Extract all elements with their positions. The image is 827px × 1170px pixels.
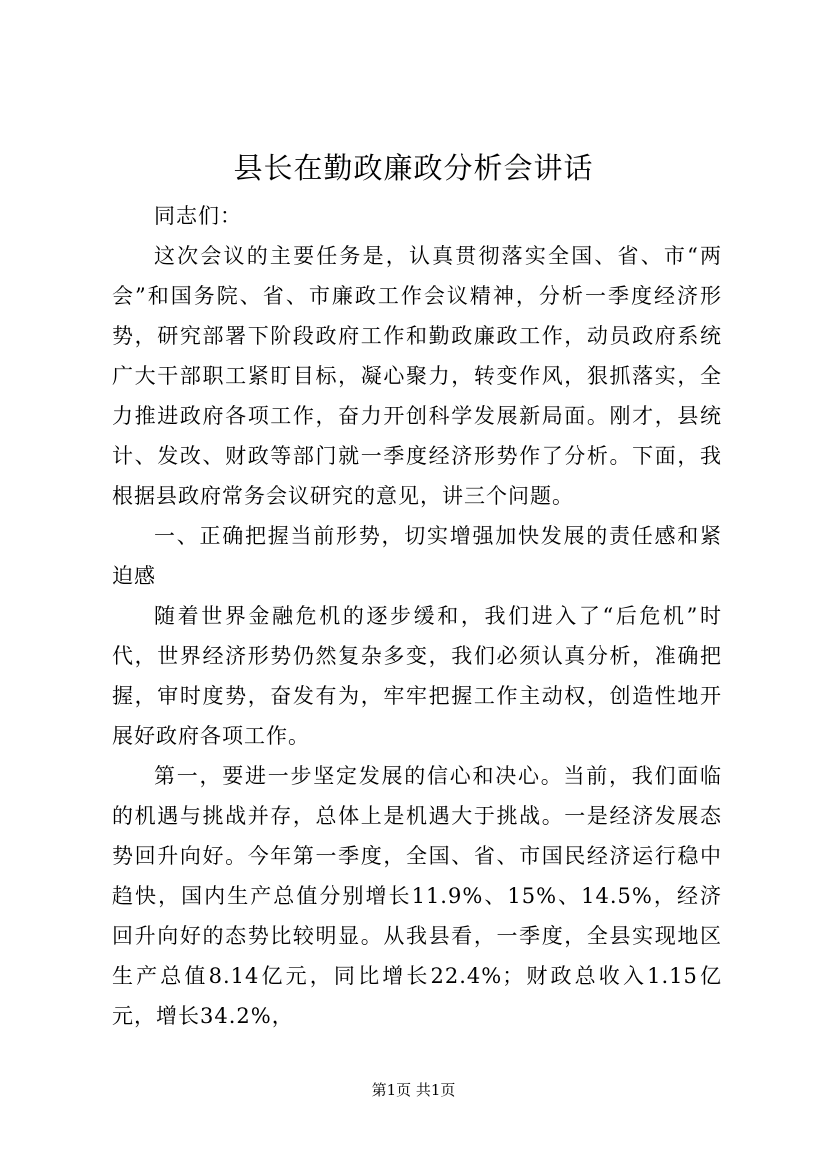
page-footer: 第1页 共1页 bbox=[371, 1081, 456, 1099]
body-paragraph: 随着世界金融危机的逐步缓和，我们进入了“后危机”时代，世界经济形势仍然复杂多变，我们必须认真分析，准确把握，审时度势，奋发有为，牢牢把握工作主动权，创造性地开展好政府各项工作。 bbox=[112, 604, 722, 748]
salutation-paragraph: 同志们： bbox=[154, 204, 242, 228]
document-body bbox=[112, 196, 722, 1036]
intro-paragraph: 这次会议的主要任务是，认真贯彻落实全国、省、市“两会”和国务院、省、市廉政工作会议精神，分析一季度经济形势，研究部署下阶段政府工作和勤政廉政工作，动员政府系统广大干部职工紧盯目标，凝心聚力，转变作风，狠抓落实，全力推进政府各项工作，奋力开创科学发展新局面。刚才，县统计、发改、财政等部门就一季度经济形势作了分析。下面，我根据县政府常务会议研究的意见，讲三个问题。 bbox=[112, 244, 722, 508]
document-title: 县长在勤政廉政分析会讲话 bbox=[233, 151, 594, 185]
section-heading-1: 一、正确把握当前形势，切实增强加快发展的责任感和紧迫感 bbox=[112, 524, 722, 588]
body-paragraph: 第一，要进一步坚定发展的信心和决心。当前，我们面临的机遇与挑战并存，总体上是机遇大于挑战。一是经济发展态势回升向好。今年第一季度，全国、省、市国民经济运行稳中趋快，国内生产总值分别增长11.9%、15%、14.5%，经济回升向好的态势比较明显。从我县看，一季度，全县实现地区生产总值8.14亿元，同比增长22.4%；财政总收入1.15亿元，增长34.2%， bbox=[112, 764, 722, 1028]
